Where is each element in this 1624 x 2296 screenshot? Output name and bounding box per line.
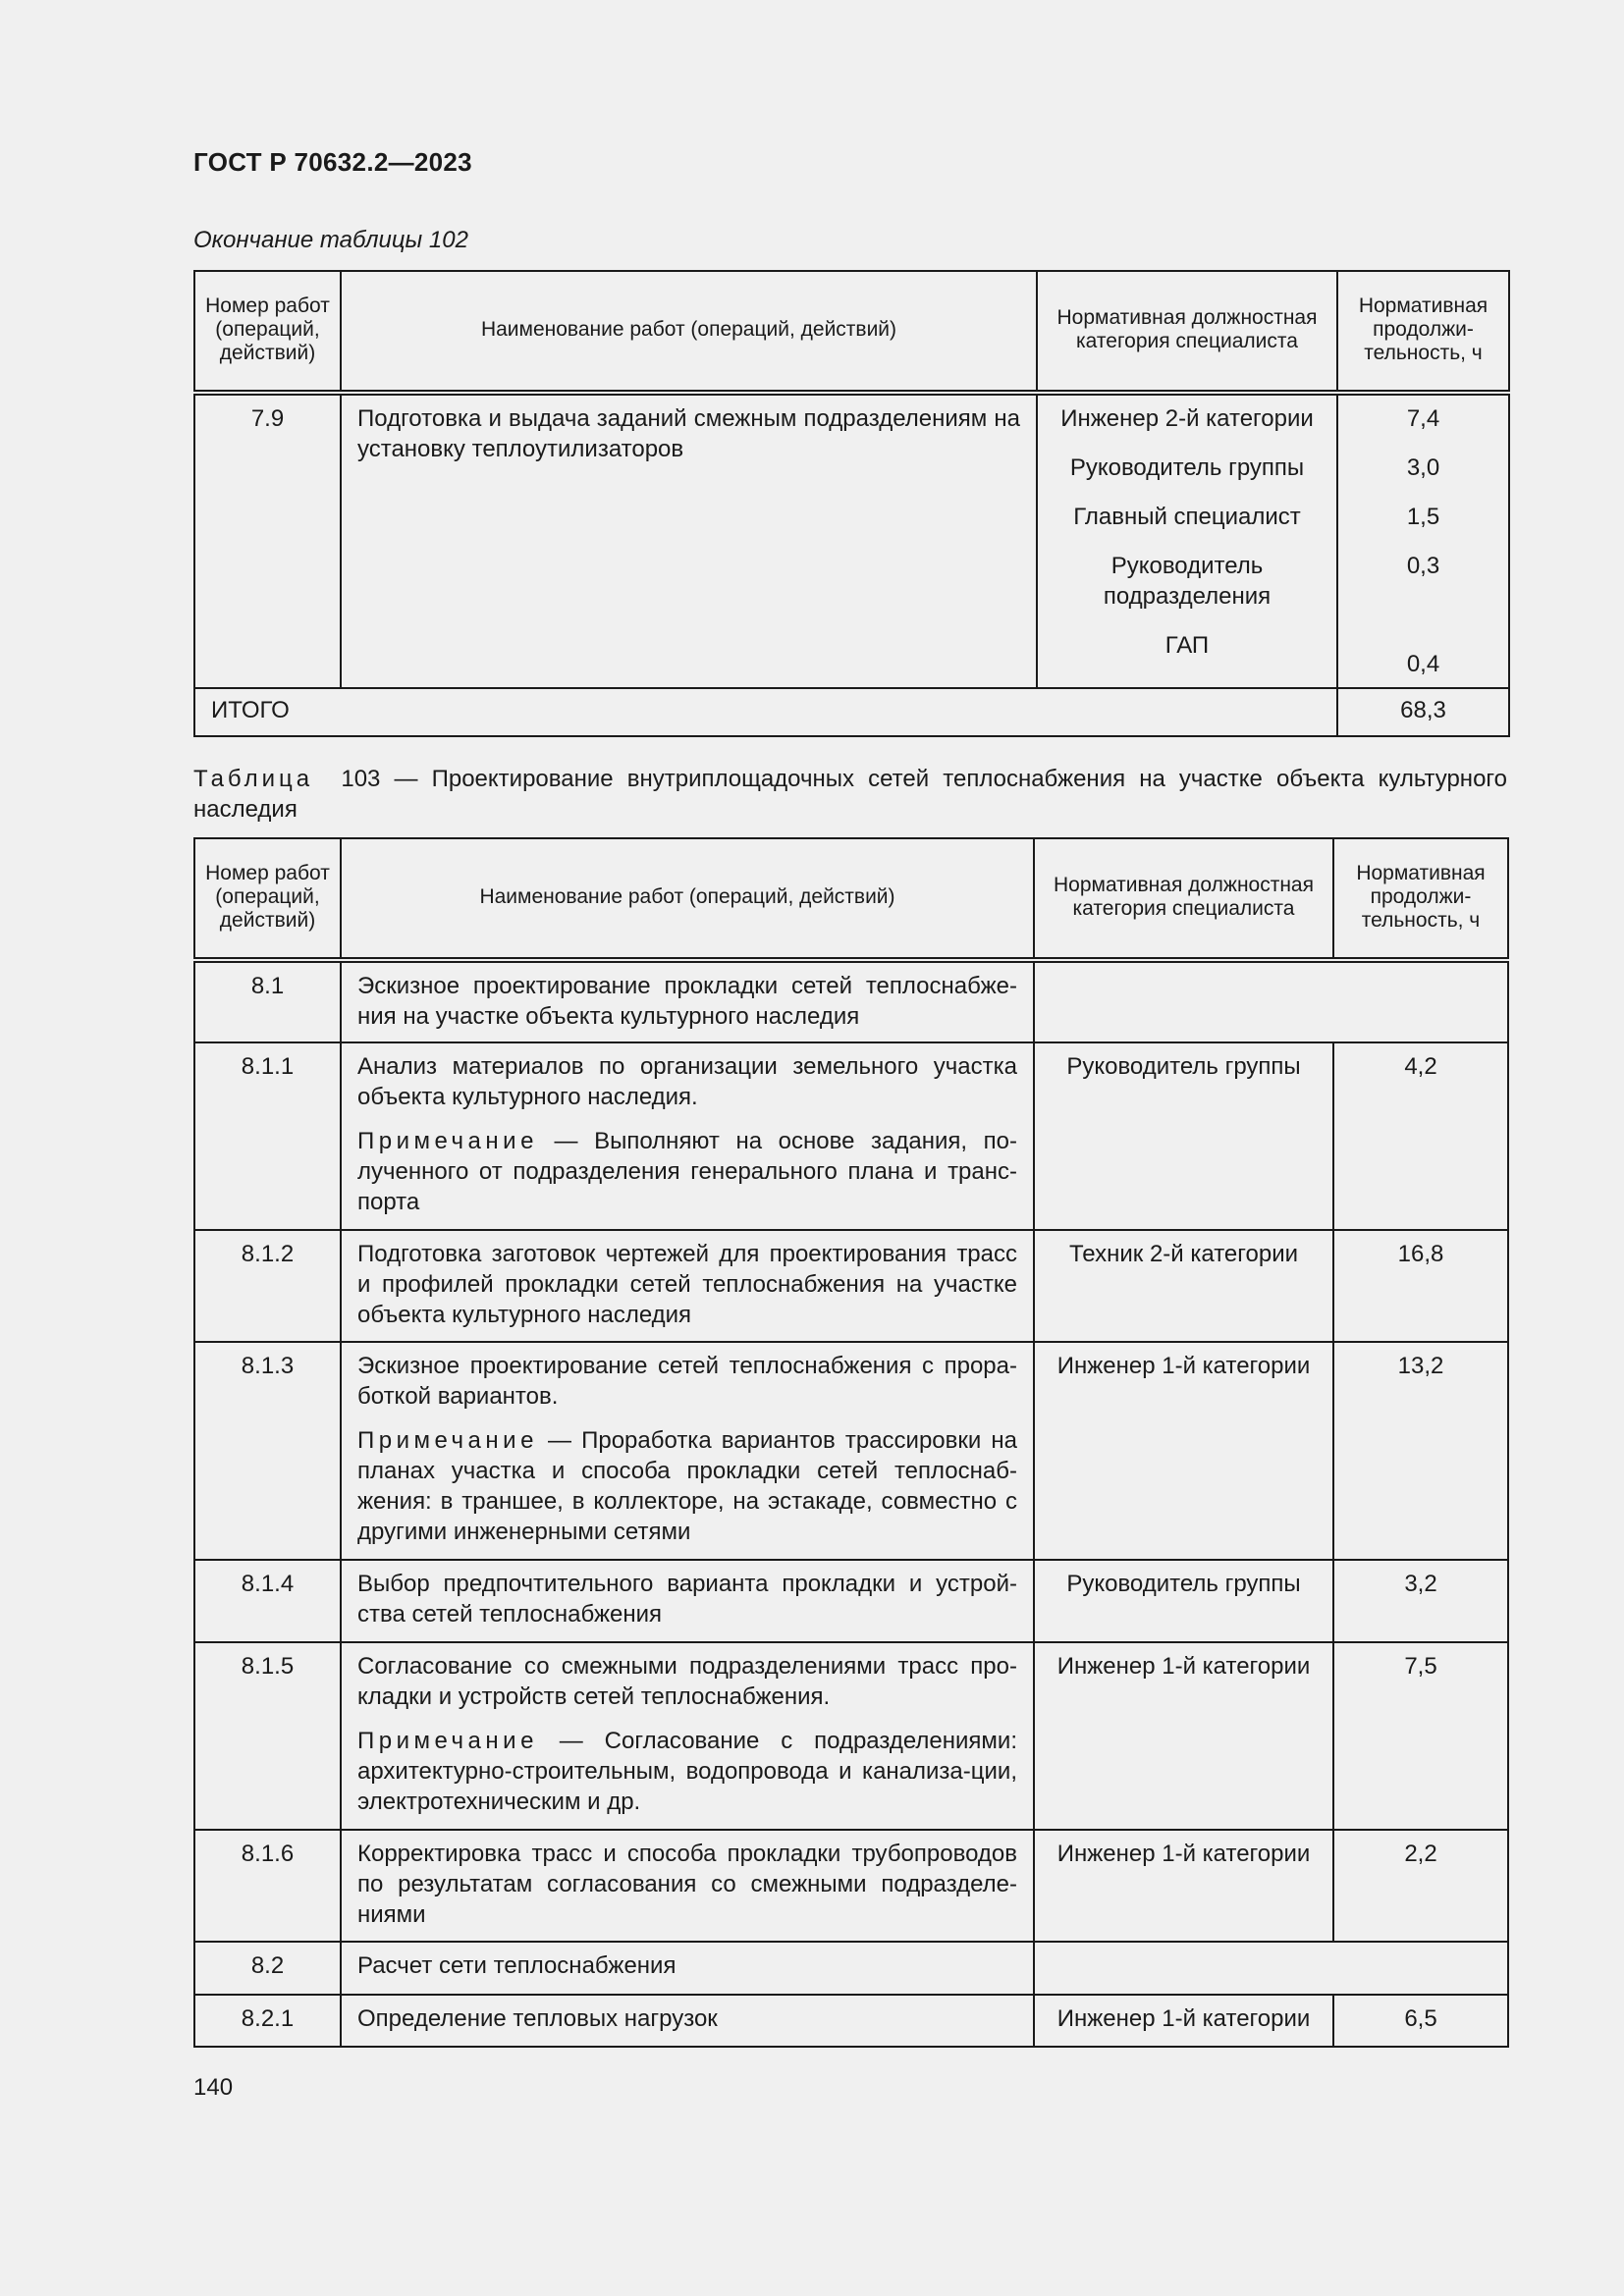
caption-text: 103 — Проектирование внутриплощадочных сетей теплоснабжения на участке объекта культурного наследия — [193, 766, 1507, 823]
row-name — [341, 1342, 1034, 1560]
column-header-number: Номер работ (операций, действий) — [194, 271, 341, 393]
duration-entry: 0,3 — [1406, 553, 1440, 579]
note-label: Примечание — [357, 1128, 538, 1154]
row-category: Техник 2-й категории — [1034, 1230, 1333, 1342]
row-duration: 3,2 — [1333, 1560, 1508, 1642]
row-name-text: Согласование со смежными подразделениями трасс про-кладки и устройств сетей теплоснабжения. — [357, 1653, 1017, 1710]
row-category: Инженер 1-й категории — [1034, 1642, 1333, 1830]
row-duration: 13,2 — [1333, 1342, 1508, 1560]
row-name: Подготовка и выдача заданий смежным подразделениям на установку теплоутилизаторов — [341, 393, 1037, 688]
table-row — [194, 1230, 1508, 1342]
duration-entry: 1,5 — [1406, 504, 1440, 530]
row-number: 8.1.4 — [194, 1560, 341, 1642]
row-number: 7.9 — [194, 393, 341, 688]
table-103-caption — [193, 764, 1507, 825]
row-name-text: Анализ материалов по организации земельного участка объекта культурного наследия. — [357, 1053, 1017, 1110]
table-row — [194, 1560, 1508, 1642]
row-note — [357, 1126, 1017, 1217]
row-name — [341, 1042, 1034, 1230]
row-name — [341, 1642, 1034, 1830]
row-name-text: Эскизное проектирование сетей теплоснабжения с прора-боткой вариантов. — [357, 1353, 1017, 1410]
column-header-name: Наименование работ (операций, действий) — [341, 271, 1037, 393]
table-row — [194, 1642, 1508, 1830]
row-number: 8.1 — [194, 960, 341, 1042]
table-103 — [193, 837, 1509, 2048]
row-number: 8.1.3 — [194, 1342, 341, 1560]
row-name: Расчет сети теплоснабжения — [341, 1942, 1034, 1995]
table-row — [194, 1942, 1508, 1995]
row-category: Руководитель группы — [1034, 1560, 1333, 1642]
row-category: Инженер 1-й категории — [1034, 1342, 1333, 1560]
row-number: 8.1.1 — [194, 1042, 341, 1230]
note-label: Примечание — [357, 1427, 538, 1454]
duration-entry: 0,4 — [1406, 651, 1440, 677]
column-header-duration: Нормативная продолжи-тельность, ч — [1333, 838, 1508, 960]
category-entry: ГАП — [1164, 632, 1210, 659]
note-text: — Выполняют на основе задания, по-лученного от подразделения генерального плана и транс-порта — [357, 1128, 1017, 1215]
column-header-duration: Нормативная продолжи-тельность, ч — [1337, 271, 1509, 393]
row-note — [357, 1726, 1017, 1817]
table-row — [194, 1995, 1508, 2047]
category-entry: Главный специалист — [1073, 504, 1301, 530]
row-duration: 6,5 — [1333, 1995, 1508, 2047]
row-number: 8.1.6 — [194, 1830, 341, 1942]
row-category: Инженер 1-й категории — [1034, 1995, 1333, 2047]
row-number: 8.2 — [194, 1942, 341, 1995]
duration-entry: 3,0 — [1406, 454, 1440, 481]
page-number: 140 — [193, 2074, 234, 2101]
caption-word: Таблица — [193, 766, 314, 792]
duration-entry: 7,4 — [1406, 405, 1440, 432]
row-category: Руководитель группы — [1034, 1042, 1333, 1230]
row-durations — [1337, 393, 1509, 688]
row-name: Выбор предпочтительного варианта прокладки и устрой-ства сетей теплоснабжения — [341, 1560, 1034, 1642]
row-duration: 2,2 — [1333, 1830, 1508, 1942]
row-duration: 7,5 — [1333, 1642, 1508, 1830]
table-row — [194, 1342, 1508, 1560]
document-title: ГОСТ Р 70632.2—2023 — [193, 147, 472, 177]
column-header-number: Номер работ (операций, действий) — [194, 838, 341, 960]
table-102 — [193, 270, 1510, 737]
total-value: 68,3 — [1337, 688, 1509, 736]
row-number: 8.2.1 — [194, 1995, 341, 2047]
table-102-continuation-caption: Окончание таблицы 102 — [193, 227, 468, 253]
note-text: — Проработка вариантов трассировки на планах участка и способа прокладки сетей теплоснаб-жения: в траншее, в коллекторе, на эстакаде, совместно с другими инженерными сетями — [357, 1427, 1017, 1545]
row-name: Подготовка заготовок чертежей для проектирования трасс и профилей прокладки сетей теплоснабжения на участке объекта культурного наследия — [341, 1230, 1034, 1342]
total-row — [194, 688, 1509, 736]
row-duration: 4,2 — [1333, 1042, 1508, 1230]
row-name: Определение тепловых нагрузок — [341, 1995, 1034, 2047]
row-categories — [1037, 393, 1337, 688]
row-number: 8.1.5 — [194, 1642, 341, 1830]
row-empty-cell — [1034, 1942, 1508, 1995]
row-name: Эскизное проектирование прокладки сетей теплоснабже-ния на участке объекта культурного наследия — [341, 960, 1034, 1042]
row-category: Инженер 1-й категории — [1034, 1830, 1333, 1942]
row-name: Корректировка трасс и способа прокладки трубопроводов по результатам согласования со смежными подразделе-ниями — [341, 1830, 1034, 1942]
category-entry: Руководитель группы — [1069, 454, 1305, 481]
note-label: Примечание — [357, 1728, 538, 1754]
row-number: 8.1.2 — [194, 1230, 341, 1342]
table-row — [194, 393, 1509, 688]
column-header-name: Наименование работ (операций, действий) — [341, 838, 1034, 960]
note-text: — Согласование с подразделениями: архитектурно-строительным, водопровода и канализа-ции, электротехническим и др. — [357, 1728, 1017, 1815]
table-row — [194, 1830, 1508, 1942]
column-header-category: Нормативная должностная категория специалиста — [1037, 271, 1337, 393]
category-entry: Инженер 2-й категории — [1060, 405, 1314, 432]
row-empty-cell — [1034, 960, 1508, 1042]
category-entry: Руководитель подразделения — [1103, 553, 1272, 610]
column-header-category: Нормативная должностная категория специалиста — [1034, 838, 1333, 960]
row-note — [357, 1425, 1017, 1547]
table-row — [194, 960, 1508, 1042]
row-duration: 16,8 — [1333, 1230, 1508, 1342]
total-label: ИТОГО — [194, 688, 1337, 736]
table-row — [194, 1042, 1508, 1230]
